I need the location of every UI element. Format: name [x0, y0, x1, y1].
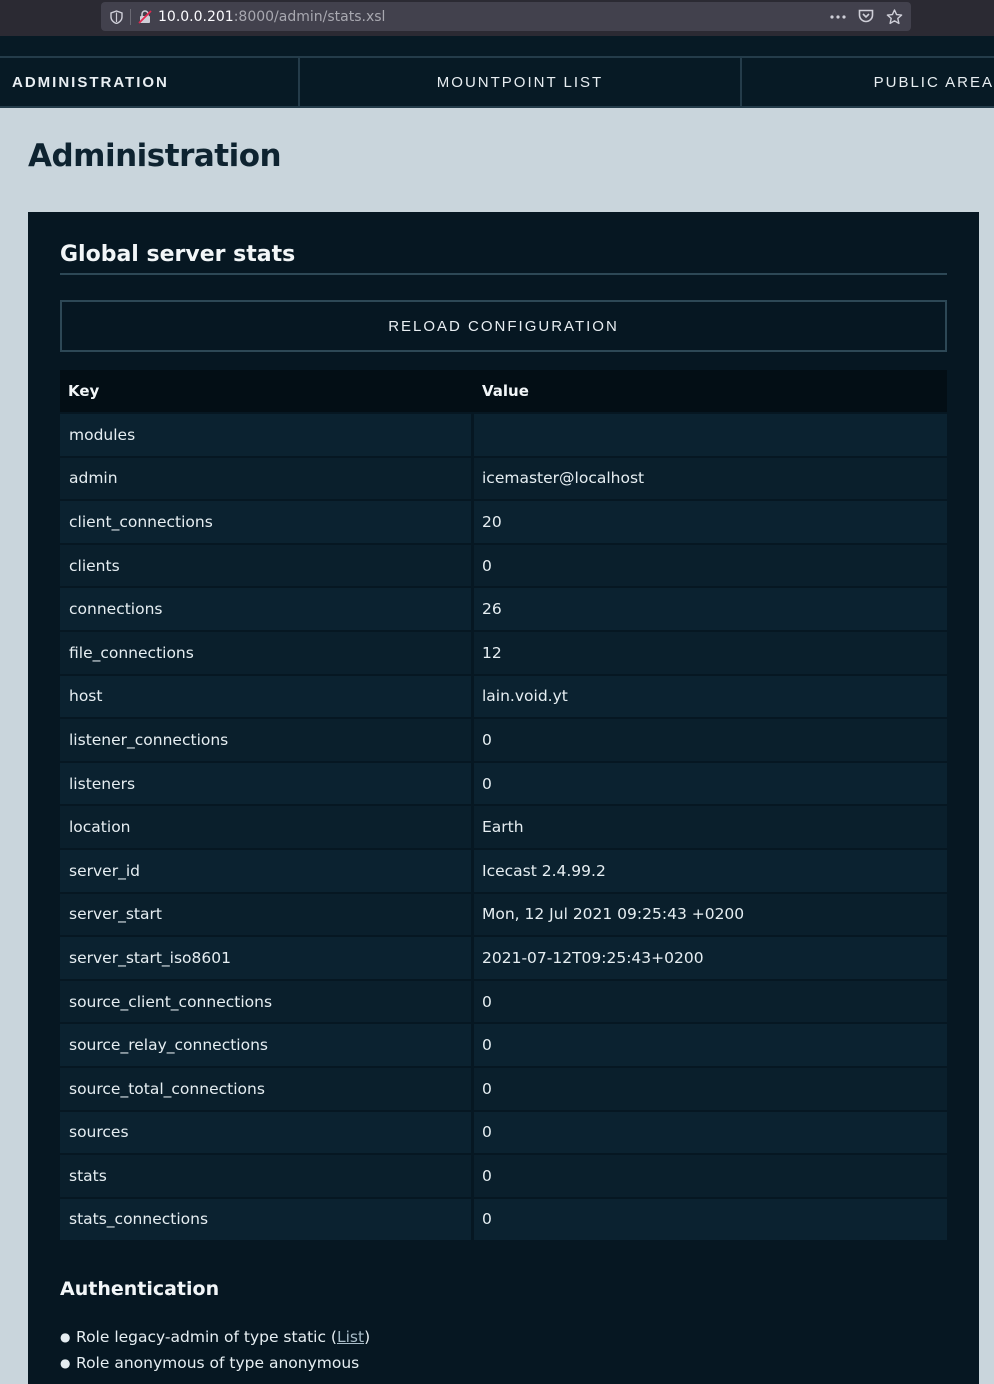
pocket-icon[interactable]: [857, 8, 875, 26]
stat-key: stats_connections: [60, 1199, 474, 1241]
stat-value: 12: [474, 632, 947, 674]
column-header-value: Value: [474, 370, 947, 412]
stat-key: source_client_connections: [60, 981, 474, 1023]
column-header-key: Key: [60, 370, 474, 412]
table-row: [60, 545, 947, 587]
bullet-icon: ●: [60, 1356, 71, 1370]
stat-value: lain.void.yt: [474, 676, 947, 718]
table-row: [60, 763, 947, 805]
auth-role-list: [60, 1324, 370, 1376]
stats-panel: [28, 212, 979, 1384]
table-row: [60, 850, 947, 892]
stat-value: 2021-07-12T09:25:43+0200: [474, 937, 947, 979]
tab-mountpoint-list[interactable]: MOUNTPOINT LIST: [300, 58, 742, 106]
stat-value: [474, 414, 947, 456]
reload-configuration-button[interactable]: RELOAD CONFIGURATION: [60, 300, 947, 352]
table-row: [60, 1199, 947, 1241]
stat-key: client_connections: [60, 501, 474, 543]
table-row: [60, 501, 947, 543]
stat-value: Mon, 12 Jul 2021 09:25:43 +0200: [474, 894, 947, 936]
stat-value: 0: [474, 1199, 947, 1241]
table-row: [60, 632, 947, 674]
stat-value: 0: [474, 763, 947, 805]
list-item: [60, 1324, 370, 1350]
stat-value: 0: [474, 719, 947, 761]
stat-key: modules: [60, 414, 474, 456]
stat-key: listener_connections: [60, 719, 474, 761]
list-item: [60, 1350, 370, 1376]
table-row: [60, 981, 947, 1023]
stat-key: location: [60, 806, 474, 848]
stat-key: file_connections: [60, 632, 474, 674]
stat-key: server_id: [60, 850, 474, 892]
role-text: Role legacy-admin of type static (: [76, 1328, 337, 1346]
page-title: Administration: [28, 138, 282, 174]
star-icon[interactable]: [885, 8, 903, 26]
shield-icon[interactable]: [107, 8, 125, 26]
stat-key: host: [60, 676, 474, 718]
stat-value: icemaster@localhost: [474, 458, 947, 500]
stat-key: listeners: [60, 763, 474, 805]
stat-key: server_start_iso8601: [60, 937, 474, 979]
tab-public-area[interactable]: PUBLIC AREA: [873, 73, 994, 91]
insecure-lock-icon[interactable]: [136, 8, 154, 26]
table-row: [60, 894, 947, 936]
stat-value: 0: [474, 1155, 947, 1197]
more-icon[interactable]: [829, 8, 847, 26]
stat-key: connections: [60, 588, 474, 630]
url-separator: [130, 9, 131, 25]
section-title: Global server stats: [60, 242, 947, 275]
address-bar[interactable]: [101, 2, 911, 31]
stat-key: source_total_connections: [60, 1068, 474, 1110]
table-row: [60, 1155, 947, 1197]
bullet-icon: ●: [60, 1330, 71, 1344]
table-row: [60, 458, 947, 500]
stat-value: 0: [474, 545, 947, 587]
stat-value: Icecast 2.4.99.2: [474, 850, 947, 892]
url-path: :8000/admin/stats.xsl: [233, 8, 386, 25]
table-row: [60, 588, 947, 630]
stat-value: Earth: [474, 806, 947, 848]
authentication-heading: Authentication: [60, 1278, 220, 1300]
stat-value: 0: [474, 1068, 947, 1110]
table-row: [60, 806, 947, 848]
url-host: 10.0.0.201: [158, 8, 234, 25]
table-row: [60, 1112, 947, 1154]
table-row: [60, 1024, 947, 1066]
stat-key: stats: [60, 1155, 474, 1197]
header-strip: [0, 36, 994, 56]
table-row: [60, 414, 947, 456]
role-list-link[interactable]: List: [336, 1328, 365, 1346]
table-row: [60, 937, 947, 979]
stat-value: 26: [474, 588, 947, 630]
stats-table: [60, 368, 947, 1242]
table-row: [60, 719, 947, 761]
stat-value: 0: [474, 981, 947, 1023]
table-row: [60, 676, 947, 718]
table-row: [60, 1068, 947, 1110]
tab-administration[interactable]: ADMINISTRATION: [0, 58, 300, 106]
stat-value: 20: [474, 501, 947, 543]
stat-key: admin: [60, 458, 474, 500]
url-text[interactable]: [158, 9, 829, 25]
browser-toolbar: [0, 0, 994, 36]
stat-value: 0: [474, 1024, 947, 1066]
stat-key: source_relay_connections: [60, 1024, 474, 1066]
stat-value: 0: [474, 1112, 947, 1154]
stat-key: clients: [60, 545, 474, 587]
role-text: Role anonymous of type anonymous: [76, 1354, 360, 1372]
role-text-suffix: ): [364, 1328, 371, 1346]
stat-key: server_start: [60, 894, 474, 936]
main-nav: [0, 56, 994, 108]
stat-key: sources: [60, 1112, 474, 1154]
